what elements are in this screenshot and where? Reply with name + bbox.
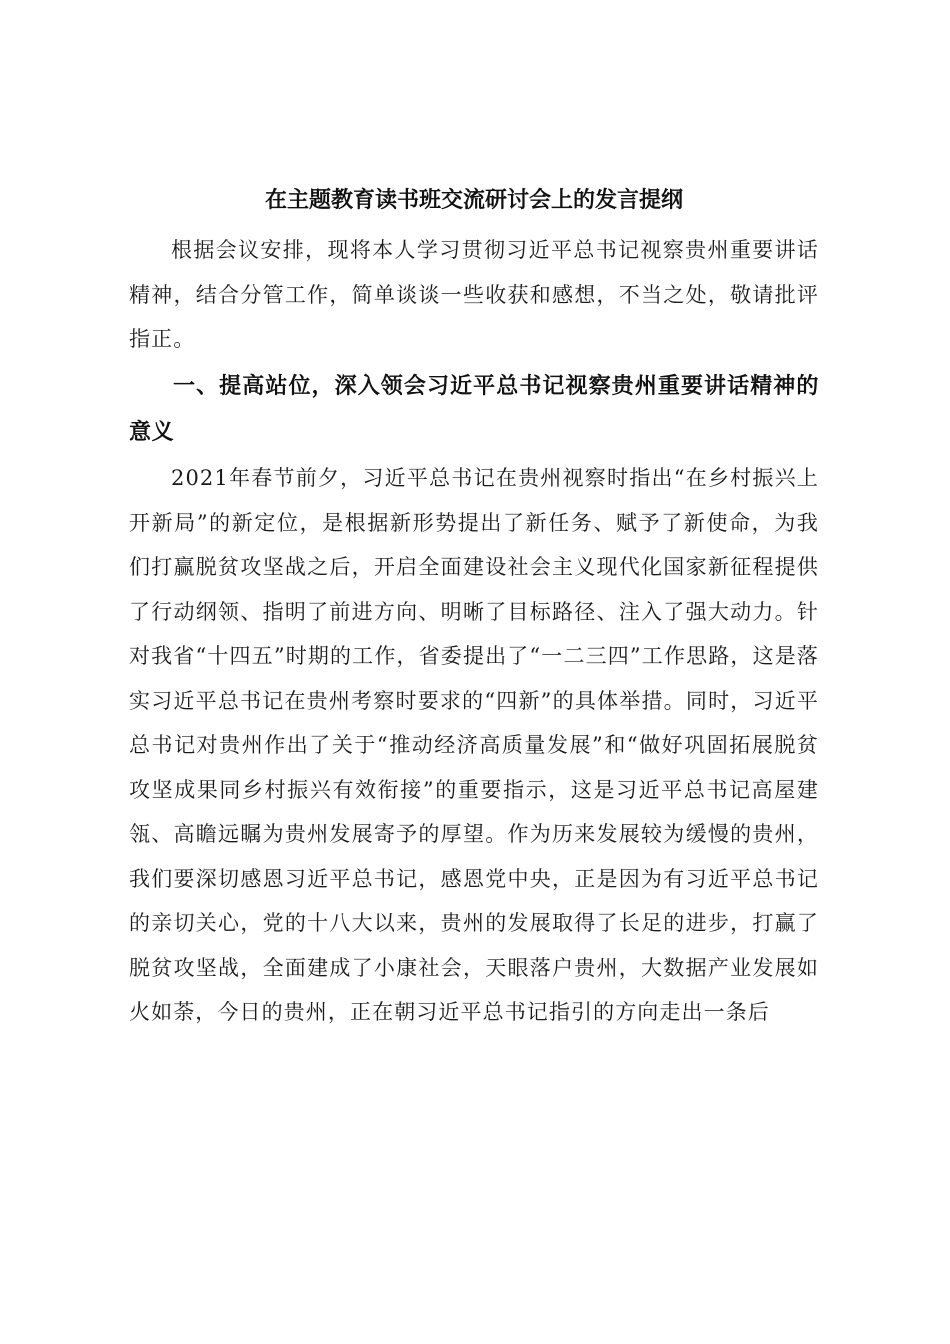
document-title: 在主题教育读书班交流研讨会上的发言提纲 — [264, 187, 683, 213]
intro-paragraph: 根据会议安排，现将本人学习贯彻习近平总书记视察贵州重要讲话精神，结合分管工作，简单谈谈一些收获和感想，不当之处，敬请批评指正。 — [129, 238, 819, 351]
section-paragraph: 2021年春节前夕，习近平总书记在贵州视察时指出“在乡村振兴上开新局”的新定位，是根据新形势提出了新任务、赋予了新使命，为我们打赢脱贫攻坚战之后，开启全面建设社会主义现代化国家新征程提供了行动纲领、指明了前进方向、明晰了目标路径、注入了强大动力。针对我省“十四五”时期的工作，省委提出了“一二三四”工作思路，这是落实习近平总书记在贵州考察时要求的“四新”的具体举措。同时，习近平总书记对贵州作出了关于“推动经济高质量发展”和“做好巩固拓展脱贫攻坚成果同乡村振兴有效衔接”的重要指示，这是习近平总书记高屋建瓴、高瞻远瞩为贵州发展寄予的厚望。作为历来发展较为缓慢的贵州，我们要深切感恩习近平总书记，感恩党中央，正是因为有习近平总书记的亲切关心，党的十八大以来，贵州的发展取得了长足的进步，打赢了脱贫攻坚战，全面建成了小康社会，天眼落户贵州，大数据产业发展如火如荼，今日的贵州，正在朝习近平总书记指引的方向走出一条后 — [129, 466, 819, 1024]
section-heading: 一、提高站位，深入领会习近平总书记视察贵州重要讲话精神的意义 — [129, 374, 819, 445]
